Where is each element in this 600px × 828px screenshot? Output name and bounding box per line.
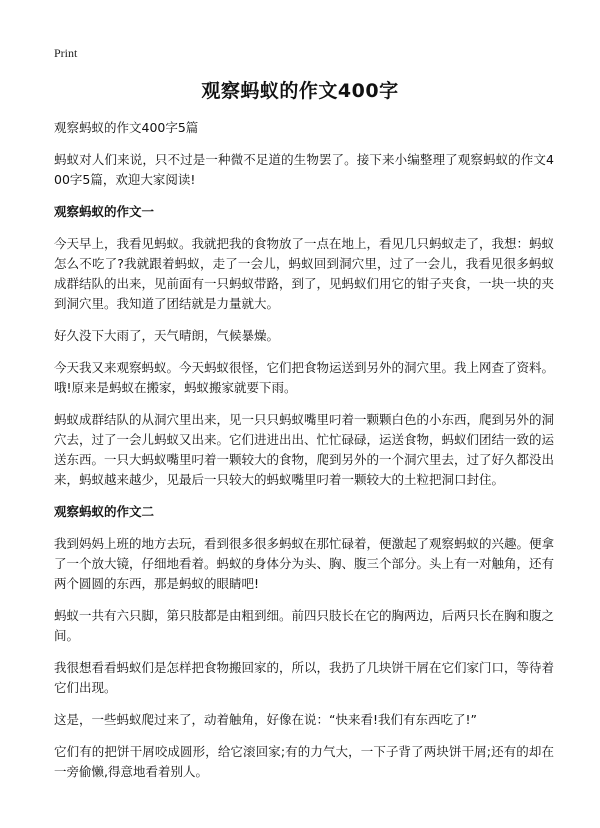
- paragraph: 好久没下大雨了，天气晴朗，气候暴燥。: [54, 328, 280, 343]
- article-subtitle: 观察蚂蚁的作文400字5篇: [54, 120, 199, 135]
- paragraph: 我很想看看蚂蚁们是怎样把食物搬回家的，所以，我扔了几块饼干屑在它们家门口，等待着它们出现。: [54, 660, 555, 695]
- paragraph: 今天我又来观察蚂蚁。今天蚂蚁很怪，它们把食物运送到另外的洞穴里。我上网查了资料。哦!原来是蚂蚁在搬家，蚂蚁搬家就要下雨。: [54, 360, 555, 395]
- paragraph: 蚂蚁一共有六只脚，第只肢都是由粗到细。前四只肢长在它的胸两边，后两只长在胸和腹之间。: [54, 608, 555, 643]
- paragraph: 这是，一些蚂蚁爬过来了，动着触角，好像在说：“快来看!我们有东西吃了!”: [54, 712, 477, 727]
- article-body: [54, 118, 554, 794]
- paragraph: 蚂蚁成群结队的从洞穴里出来，见一只只蚂蚁嘴里叼着一颗颗白色的小东西，爬到另外的洞穴去，过了一会儿蚂蚁又出来。它们进进出出、忙忙碌碌，运送食物，蚂蚁们团结一致的运送东西。一只大蚂蚁嘴里叼着一颗较大的食物，爬到另外的一个洞穴里去，过了好久都没出来，蚂蚁越来越少，见最后一只较大的蚂蚁嘴里叼着一颗较大的土粒把洞口封住。: [54, 412, 555, 487]
- section-heading-1: 观察蚂蚁的作文一: [54, 204, 155, 219]
- page-title: 观察蚂蚁的作文400字: [201, 80, 399, 102]
- intro-paragraph: 蚂蚁对人们来说，只不过是一种微不足道的生物罢了。接下来小编整理了观察蚂蚁的作文400字5篇，欢迎大家阅读!: [54, 152, 554, 187]
- print-link[interactable]: Print: [54, 46, 78, 60]
- section-heading-2: 观察蚂蚁的作文二: [54, 504, 155, 519]
- paragraph: 我到妈妈上班的地方去玩，看到很多很多蚂蚁在那忙碌着，便激起了观察蚂蚁的兴趣。便拿了一个放大镜，仔细地看着。蚂蚁的身体分为头、胸、腹三个部分。头上有一对触角，还有两个圆圆的东西，那是蚂蚁的眼睛吧!: [54, 536, 555, 591]
- paragraph: 它们有的把饼干屑咬成圆形，给它滚回家;有的力气大，一下子背了两块饼干屑;还有的却在一旁偷懒,得意地看着别人。: [54, 744, 554, 779]
- paragraph: 今天早上，我看见蚂蚁。我就把我的食物放了一点在地上，看见几只蚂蚁走了，我想：蚂蚁怎么不吃了?我就跟着蚂蚁，走了一会儿，蚂蚁回到洞穴里，过了一会儿，我看见很多蚂蚁成群结队的出来，见前面有一只蚂蚁带路，到了，见蚂蚁们用它的钳子夹食，一块一块的夹到洞穴里。我知道了团结就是力量就大。: [54, 236, 555, 311]
